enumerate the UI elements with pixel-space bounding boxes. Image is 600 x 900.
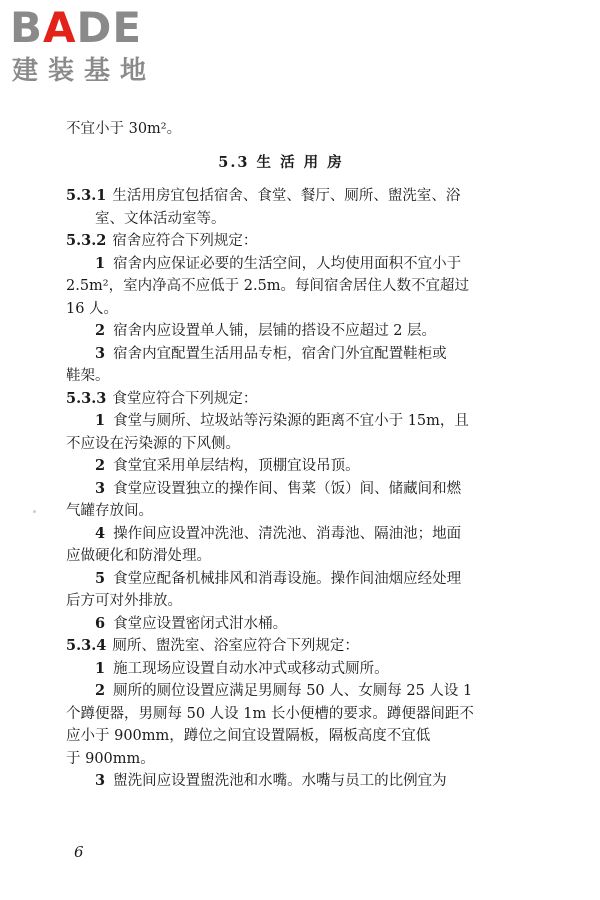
- item-number: 3: [95, 344, 106, 362]
- line-text: 不宜小于 30m²。: [66, 121, 182, 137]
- text-line: [66, 208, 496, 231]
- item-number: 1: [95, 412, 106, 429]
- item-number: 1: [95, 254, 106, 272]
- line-text: 生活用房宜包括宿舍、食堂、餐厅、厕所、盥洗室、浴: [112, 188, 461, 204]
- text-line: [66, 320, 496, 343]
- section-heading: [66, 152, 496, 175]
- item-number: 1: [95, 659, 106, 677]
- text-line: [66, 590, 496, 613]
- document-body: [66, 118, 496, 793]
- item-number: 3: [95, 479, 106, 497]
- text-line: [66, 658, 496, 681]
- line-text: 2.5m²，室内净高不应低于 2.5m。每间宿舍居住人数不宜超过: [66, 278, 470, 294]
- text-line: [66, 478, 496, 501]
- line-text: 操作间应设置冲洗池、清洗池、消毒池、隔油池；地面: [113, 525, 462, 542]
- clause-number: 5.3.3: [66, 389, 107, 407]
- text-line: [66, 185, 496, 208]
- item-number: 5: [95, 569, 106, 587]
- line-text: 气罐存放间。: [66, 503, 153, 519]
- text-line: [66, 230, 496, 253]
- text-line: [66, 703, 496, 726]
- text-line: [66, 500, 496, 523]
- line-text: 食堂应设置密闭式泔水桶。: [113, 615, 288, 632]
- text-line: [66, 725, 496, 748]
- text-line: [66, 770, 496, 793]
- line-text: 盥洗间应设置盥洗池和水嘴。水嘴与员工的比例宜为: [113, 773, 447, 789]
- text-line: [66, 680, 496, 703]
- page-number: 6: [74, 843, 84, 861]
- text-line: [66, 388, 496, 411]
- logo-subtitle: 建装基地: [12, 56, 157, 86]
- item-number: 3: [95, 772, 106, 789]
- clause-number: 5.3.1: [66, 187, 107, 204]
- line-text: 食堂应配备机械排风和消毒设施。操作间油烟应经处理: [113, 570, 462, 587]
- line-text: 应做硬化和防滑处理。: [66, 548, 211, 564]
- item-number: 6: [95, 614, 106, 632]
- line-text: 16 人。: [66, 300, 119, 317]
- item-number: 2: [95, 682, 106, 699]
- brand-logo: [10, 4, 180, 90]
- text-line: [66, 365, 496, 388]
- line-text: 5.3 生 活 用 房: [218, 153, 344, 171]
- line-text: 宿舍内应设置单人铺，层铺的搭设不应超过 2 层。: [113, 323, 437, 339]
- line-text: 食堂应符合下列规定：: [112, 390, 258, 407]
- text-line: [66, 433, 496, 456]
- text-line: [66, 523, 496, 546]
- clause-number: 5.3.2: [66, 232, 107, 249]
- line-text: 施工现场应设置自动水冲式或移动式厕所。: [113, 660, 389, 677]
- text-line: [66, 613, 496, 636]
- text-line: [66, 118, 496, 141]
- line-text: 宿舍内宜配置生活用品专柜，宿舍门外宜配置鞋柜或: [113, 345, 447, 362]
- logo-wordmark: BADE: [10, 3, 143, 52]
- text-line: [66, 545, 496, 568]
- line-text: 后方可对外排放。: [66, 593, 182, 609]
- line-text: 室、文体活动室等。: [95, 210, 226, 227]
- line-text: 厕所的厕位设置应满足男厕每 50 人、女厕每 25 人设 1: [113, 683, 473, 699]
- line-text: 鞋架。: [66, 368, 110, 384]
- text-line: [66, 343, 496, 366]
- line-text: 食堂应设置独立的操作间、售菜（饭）间、储藏间和燃: [113, 480, 462, 497]
- text-line: [66, 298, 496, 321]
- line-text: 宿舍内应保证必要的生活空间，人均使用面积不宜小于: [113, 255, 462, 272]
- text-line: [66, 635, 496, 658]
- text-line: [66, 455, 496, 478]
- text-line: [66, 410, 496, 433]
- text-line: [66, 568, 496, 591]
- line-text: 厕所、盥洗室、浴室应符合下列规定：: [112, 638, 359, 654]
- logo-accent-letter: A: [43, 3, 77, 52]
- scan-speck: [33, 510, 36, 513]
- item-number: 2: [95, 457, 106, 474]
- line-text: 宿舍应符合下列规定：: [112, 233, 258, 249]
- item-number: 2: [95, 322, 106, 339]
- item-number: 4: [95, 524, 106, 542]
- line-text: 应小于 900mm，蹲位之间宜设置隔板，隔板高度不宜低: [66, 728, 431, 744]
- line-text: 个蹲便器，男厕每 50 人设 1m 长小便槽的要求。蹲便器间距不: [66, 705, 474, 722]
- line-text: 食堂宜采用单层结构，顶棚宜设吊顶。: [113, 458, 360, 474]
- text-line: [66, 275, 496, 298]
- line-text: 食堂与厕所、垃圾站等污染源的距离不宜小于 15m，且: [113, 413, 469, 429]
- text-line: [66, 748, 496, 771]
- text-line: [66, 253, 496, 276]
- clause-number: 5.3.4: [66, 637, 107, 654]
- line-text: 不应设在污染源的下风侧。: [66, 435, 240, 452]
- line-text: 于 900mm。: [66, 750, 155, 767]
